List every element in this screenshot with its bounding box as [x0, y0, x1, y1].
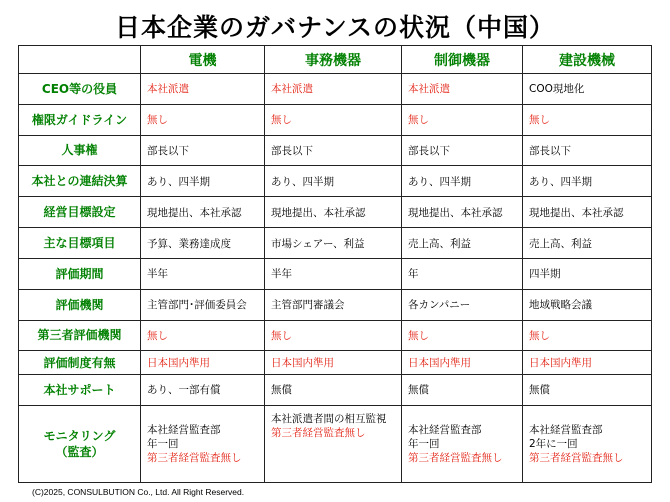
- table-cell: あり、四半期: [141, 166, 265, 197]
- row-label: 本社サポート: [19, 375, 141, 406]
- table-cell: 主管部門･評価委員会: [141, 289, 265, 320]
- cell-line: 第三者経営監査無し: [529, 452, 624, 465]
- table-row: [19, 289, 652, 320]
- table-cell: 現地提出、本社承認: [265, 197, 402, 228]
- table-cell: [523, 405, 652, 482]
- table-cell: 本社派遣: [265, 74, 402, 105]
- cell-line: 本社派遣者間の相互監視: [271, 412, 387, 425]
- table-cell: [265, 405, 402, 482]
- header-row: [19, 46, 652, 74]
- table-cell: 現地提出、本社承認: [141, 197, 265, 228]
- table-cell: 半年: [265, 258, 402, 289]
- table-cell: 四半期: [523, 258, 652, 289]
- cell-line: 第三者経営監査無し: [408, 452, 503, 465]
- table-cell: 売上高、利益: [523, 228, 652, 259]
- table-cell: 日本国内準用: [265, 351, 402, 375]
- cell-line: 本社経営監査部: [147, 423, 221, 436]
- table-cell: 無し: [402, 104, 523, 135]
- row-label: 評価期間: [19, 258, 141, 289]
- table-cell: 無し: [523, 320, 652, 351]
- governance-table: [18, 45, 652, 483]
- page-title: 日本企業のガバナンスの状況（中国）: [114, 13, 555, 42]
- table-cell: 半年: [141, 258, 265, 289]
- table-cell: 現地提出、本社承認: [523, 197, 652, 228]
- table-row: [19, 74, 652, 105]
- table-cell: あり、四半期: [265, 166, 402, 197]
- cell-line: 年一回: [408, 437, 440, 450]
- row-label: 権限ガイドライン: [19, 104, 141, 135]
- table-cell: 主管部門審議会: [265, 289, 402, 320]
- column-header-office-equipment: 事務機器: [265, 46, 402, 74]
- table-cell: あり、一部有償: [141, 375, 265, 406]
- row-label: 評価機関: [19, 289, 141, 320]
- table-row: [19, 258, 652, 289]
- table-cell: 市場シェアー、利益: [265, 228, 402, 259]
- cell-line: 年一回: [147, 437, 179, 450]
- table-cell: [141, 405, 265, 482]
- cell-line: 第三者経営監査無し: [271, 427, 366, 440]
- table-cell: 本社派遣: [402, 74, 523, 105]
- row-label: 人事権: [19, 135, 141, 166]
- table-row: [19, 320, 652, 351]
- table-cell: 無し: [402, 320, 523, 351]
- table-cell: 部長以下: [523, 135, 652, 166]
- table-row: [19, 166, 652, 197]
- column-header-construction-machinery: 建設機械: [523, 46, 652, 74]
- table-cell: [402, 405, 523, 482]
- table-cell: 部長以下: [265, 135, 402, 166]
- table-cell: 予算、業務達成度: [141, 228, 265, 259]
- monitoring-label-line2: （監査）: [55, 444, 104, 459]
- corner-cell: [19, 46, 141, 74]
- table-cell: 無し: [523, 104, 652, 135]
- row-label: 第三者評価機関: [19, 320, 141, 351]
- cell-line: 第三者経営監査無し: [147, 452, 242, 465]
- table-cell: 日本国内準用: [141, 351, 265, 375]
- table-cell: あり、四半期: [402, 166, 523, 197]
- table-row: [19, 375, 652, 406]
- table-cell: 部長以下: [141, 135, 265, 166]
- table-cell: 各カンパニー: [402, 289, 523, 320]
- table-cell: 無償: [265, 375, 402, 406]
- table-cell: 日本国内準用: [523, 351, 652, 375]
- table-cell: 無し: [141, 320, 265, 351]
- column-header-control-equipment: 制御機器: [402, 46, 523, 74]
- row-label: 本社との連結決算: [19, 166, 141, 197]
- table-row: [19, 104, 652, 135]
- copyright-footer: (C)2025, CONSULBUTION Co., Ltd. All Right Reserved.: [32, 487, 245, 497]
- cell-line: 本社経営監査部: [408, 423, 482, 436]
- row-label-monitoring: [19, 405, 141, 482]
- table-cell: 現地提出、本社承認: [402, 197, 523, 228]
- cell-line: 本社経営監査部: [529, 423, 603, 436]
- table-cell: あり、四半期: [523, 166, 652, 197]
- row-label: 評価制度有無: [19, 351, 141, 375]
- table-cell: 売上高、利益: [402, 228, 523, 259]
- row-label: 経営目標設定: [19, 197, 141, 228]
- monitoring-row: [19, 405, 652, 482]
- row-label: 主な目標項目: [19, 228, 141, 259]
- table-cell: 無償: [402, 375, 523, 406]
- table-cell: 無し: [265, 104, 402, 135]
- row-label: CEO等の役員: [19, 74, 141, 105]
- table-cell: 無償: [523, 375, 652, 406]
- table-cell: 年: [402, 258, 523, 289]
- table-row: [19, 228, 652, 259]
- table-cell: 無し: [265, 320, 402, 351]
- cell-line: 2年に一回: [529, 437, 578, 450]
- table-cell: 無し: [141, 104, 265, 135]
- table-row: [19, 351, 652, 375]
- table-row: [19, 135, 652, 166]
- column-header-electric: 電機: [141, 46, 265, 74]
- monitoring-label-line1: モニタリング: [43, 428, 116, 443]
- table-cell: 部長以下: [402, 135, 523, 166]
- table-row: [19, 197, 652, 228]
- table-cell: 日本国内準用: [402, 351, 523, 375]
- table-cell: 地域戦略会議: [523, 289, 652, 320]
- table-cell: COO現地化: [523, 74, 652, 105]
- table-cell: 本社派遣: [141, 74, 265, 105]
